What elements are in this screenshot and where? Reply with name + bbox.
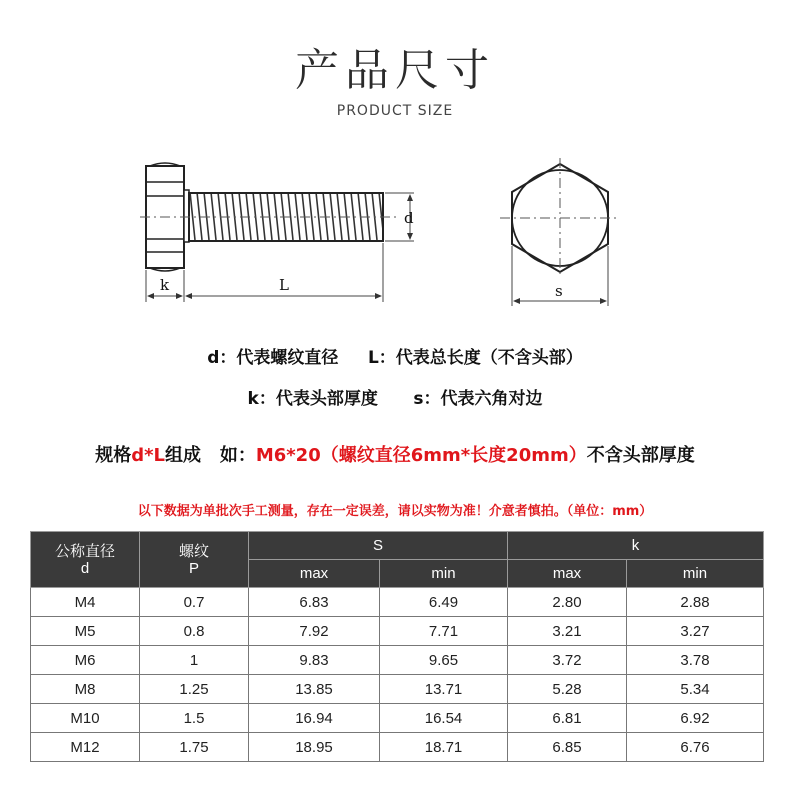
cell-d: M6: [31, 646, 140, 675]
legend-line-1: d：代表螺纹直径 L：代表总长度（不含头部）: [207, 348, 583, 368]
cell-k-max: 6.81: [508, 704, 627, 733]
header-k: k: [508, 532, 764, 560]
cell-s-max: 9.83: [249, 646, 380, 675]
cell-p: 1.25: [140, 675, 249, 704]
cell-p: 1: [140, 646, 249, 675]
cell-k-min: 5.34: [627, 675, 764, 704]
size-table: [30, 531, 764, 762]
bolt-head-front: [500, 158, 620, 278]
label-k: k: [160, 276, 170, 294]
cell-k-max: 2.80: [508, 588, 627, 617]
cell-d: M10: [31, 704, 140, 733]
header-d-line1: 公称直径: [54, 542, 115, 560]
cell-s-min: 16.54: [380, 704, 508, 733]
header-d-line2: d: [80, 559, 90, 577]
table-row: [31, 617, 764, 646]
page-subtitle: PRODUCT SIZE: [336, 103, 454, 119]
cell-d: M5: [31, 617, 140, 646]
legend-line-2: k：代表头部厚度 s：代表六角对边: [247, 389, 543, 409]
cell-p: 0.7: [140, 588, 249, 617]
header-nominal-diameter: [31, 532, 140, 588]
cell-k-min: 6.92: [627, 704, 764, 733]
cell-s-min: 7.71: [380, 617, 508, 646]
header-p-line1: 螺纹: [178, 542, 209, 560]
header-p-line2: P: [188, 559, 199, 577]
cell-d: M4: [31, 588, 140, 617]
header-s-max: max: [249, 560, 380, 588]
measurement-note: 以下数据为单批次手工测量，存在一定误差，请以实物为准！介意者慎拍。（单位：mm）: [137, 504, 653, 519]
cell-p: 1.75: [140, 733, 249, 762]
header-thread-pitch: [140, 532, 249, 588]
header-s-min: min: [380, 560, 508, 588]
spec-formula: d*L: [131, 445, 166, 466]
cell-k-max: 5.28: [508, 675, 627, 704]
label-s: s: [555, 282, 563, 300]
header-k-max: max: [508, 560, 627, 588]
cell-s-max: 16.94: [249, 704, 380, 733]
cell-k-max: 3.21: [508, 617, 627, 646]
cell-p: 1.5: [140, 704, 249, 733]
cell-k-max: 6.85: [508, 733, 627, 762]
spec-suffix: 不含头部厚度: [586, 445, 695, 466]
label-d: d: [404, 209, 414, 227]
cell-d: M8: [31, 675, 140, 704]
table-row: [31, 704, 764, 733]
cell-s-max: 7.92: [249, 617, 380, 646]
cell-k-min: 6.76: [627, 733, 764, 762]
page-title: 产品尺寸: [295, 45, 495, 96]
cell-p: 0.8: [140, 617, 249, 646]
cell-d: M12: [31, 733, 140, 762]
cell-s-min: 6.49: [380, 588, 508, 617]
spec-example: M6*20（螺纹直径6mm*长度20mm）: [255, 445, 587, 466]
cell-k-max: 3.72: [508, 646, 627, 675]
spec-prefix: 规格: [95, 445, 132, 466]
label-L: L: [279, 276, 289, 294]
header-s: S: [249, 532, 508, 560]
cell-s-max: 18.95: [249, 733, 380, 762]
header-k-min: min: [627, 560, 764, 588]
spec-mid: 组成 如：: [165, 445, 256, 466]
table-row: [31, 733, 764, 762]
cell-s-max: 13.85: [249, 675, 380, 704]
table-row: [31, 675, 764, 704]
cell-s-min: 9.65: [380, 646, 508, 675]
table-row: [31, 646, 764, 675]
cell-s-min: 18.71: [380, 733, 508, 762]
bolt-diagram: [0, 0, 790, 330]
cell-k-min: 3.78: [627, 646, 764, 675]
cell-k-min: 2.88: [627, 588, 764, 617]
cell-s-min: 13.71: [380, 675, 508, 704]
table-row: [31, 588, 764, 617]
cell-s-max: 6.83: [249, 588, 380, 617]
spec-explanation: [0, 441, 790, 467]
cell-k-min: 3.27: [627, 617, 764, 646]
